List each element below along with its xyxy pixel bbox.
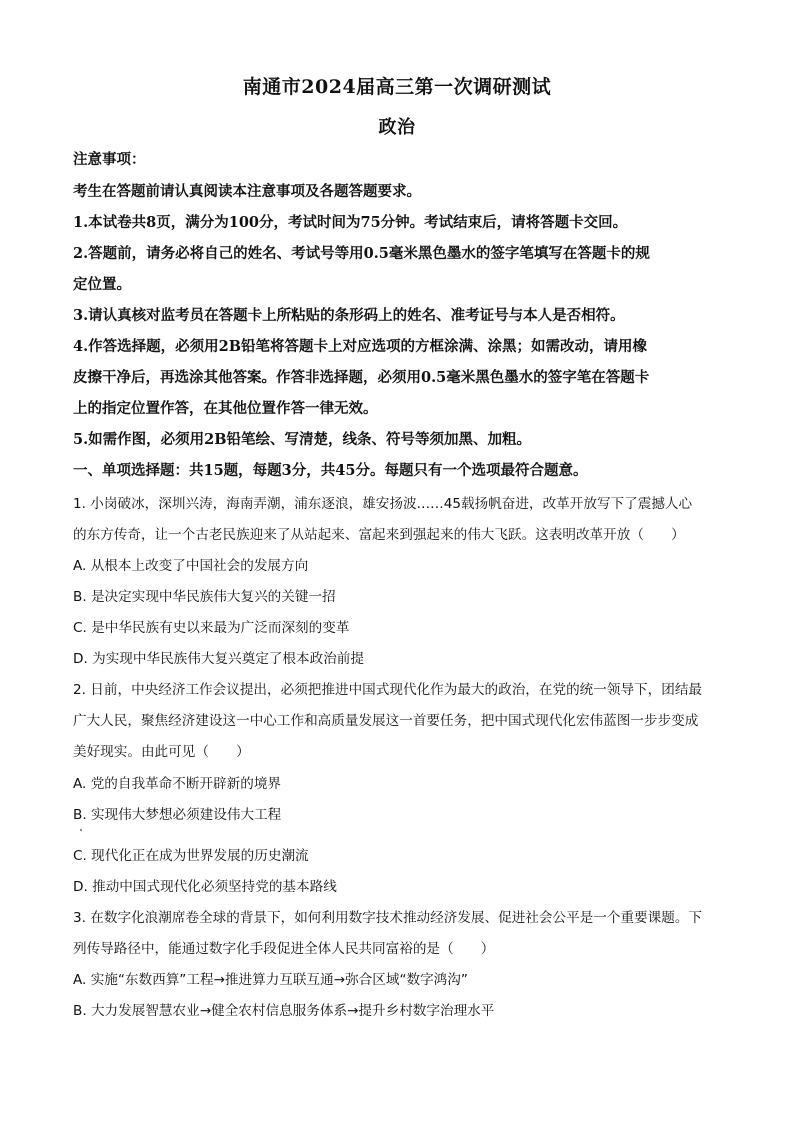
notice-item-4-cont: 皮擦干净后，再选涂其他答案。作答非选择题，必须用0.5毫米黑色墨水的签字笔在答题卡 bbox=[73, 369, 650, 386]
notice-item-1: 1.本试卷共8页，满分为100分，考试时间为75分钟。考试结束后，请将答题卡交回。 bbox=[73, 214, 628, 231]
question-1-stem-line-1: 1. 小岗破冰，深圳兴涛，海南弄潮，浦东逐浪，雄安扬波……45载扬帆奋进，改革开放写下了震撼人心 bbox=[73, 496, 693, 512]
question-1-option-a: A. 从根本上改变了中国社会的发展方向 bbox=[73, 558, 309, 574]
exam-title: 南通市2024届高三第一次调研测试 bbox=[242, 76, 552, 98]
question-3-option-a: A. 实施“东数西算”工程→推进算力互联互通→弥合区域“数字鸿沟” bbox=[73, 972, 468, 988]
exam-subject: 政治 bbox=[378, 117, 416, 138]
question-2-stem-line-1: 2. 日前，中央经济工作会议提出，必须把推进中国式现代化作为最大的政治，在党的统一领导下，团结最 bbox=[73, 682, 703, 698]
notice-item-4: 4.作答选择题，必须用2B铅笔将答题卡上对应选项的方框涂满、涂黑；如需改动，请用橡 bbox=[73, 338, 647, 355]
question-2-stem-line-3: 美好现实。由此可见（ ） bbox=[73, 744, 250, 760]
notice-item-2-cont: 定位置。 bbox=[73, 276, 131, 293]
question-2-option-c: C. 现代化正在成为世界发展的历史潮流 bbox=[73, 848, 309, 864]
question-1-option-d: D. 为实现中华民族伟大复兴奠定了根本政治前提 bbox=[73, 651, 364, 667]
question-2-stem-line-2: 广大人民，聚焦经济建设这一中心工作和高质量发展这一首要任务，把中国式现代化宏伟蓝图一步步变成 bbox=[73, 713, 699, 729]
question-1-stem-line-2: 的东方传奇，让一个古老民族迎来了从站起来、富起来到强起来的伟大飞跃。这表明改革开放（ ） bbox=[73, 527, 685, 543]
stray-dot-mark bbox=[80, 829, 82, 831]
question-2-option-d: D. 推动中国式现代化必须坚持党的基本路线 bbox=[73, 879, 337, 895]
question-1-option-c: C. 是中华民族有史以来最为广泛而深刻的变革 bbox=[73, 620, 350, 636]
question-2-option-a: A. 党的自我革命不断开辟新的境界 bbox=[73, 776, 282, 792]
notice-item-5: 5.如需作图，必须用2B铅笔绘、写清楚，线条、符号等须加黑、加粗。 bbox=[73, 431, 531, 448]
notice-item-4-cont2: 上的指定位置作答，在其他位置作答一律无效。 bbox=[73, 400, 378, 417]
question-3-stem-line-2: 列传导路径中，能通过数字化手段促进全体人民共同富裕的是（ ） bbox=[73, 941, 495, 957]
question-1-option-b: B. 是决定实现中华民族伟大复兴的关键一招 bbox=[73, 589, 336, 605]
question-3-stem-line-1: 3. 在数字化浪潮席卷全球的背景下，如何利用数字技术推动经济发展、促进社会公平是一个重要课题。下 bbox=[73, 910, 703, 926]
question-2-option-b: B. 实现伟大梦想必须建设伟大工程 bbox=[73, 807, 282, 823]
notice-item-2: 2.答题前，请务必将自己的姓名、考试号等用0.5毫米黑色墨水的签字笔填写在答题卡的规 bbox=[73, 245, 650, 262]
section-heading: 一、单项选择题：共15题，每题3分，共45分。每题只有一个选项最符合题意。 bbox=[73, 462, 588, 479]
notice-intro: 考生在答题前请认真阅读本注意事项及各题答题要求。 bbox=[73, 183, 421, 200]
notice-heading: 注意事项： bbox=[73, 151, 146, 168]
notice-item-3: 3.请认真核对监考员在答题卡上所粘贴的条形码上的姓名、准考证号与本人是否相符。 bbox=[73, 307, 625, 324]
question-3-option-b: B. 大力发展智慧农业→健全农村信息服务体系→提升乡村数字治理水平 bbox=[73, 1003, 495, 1019]
